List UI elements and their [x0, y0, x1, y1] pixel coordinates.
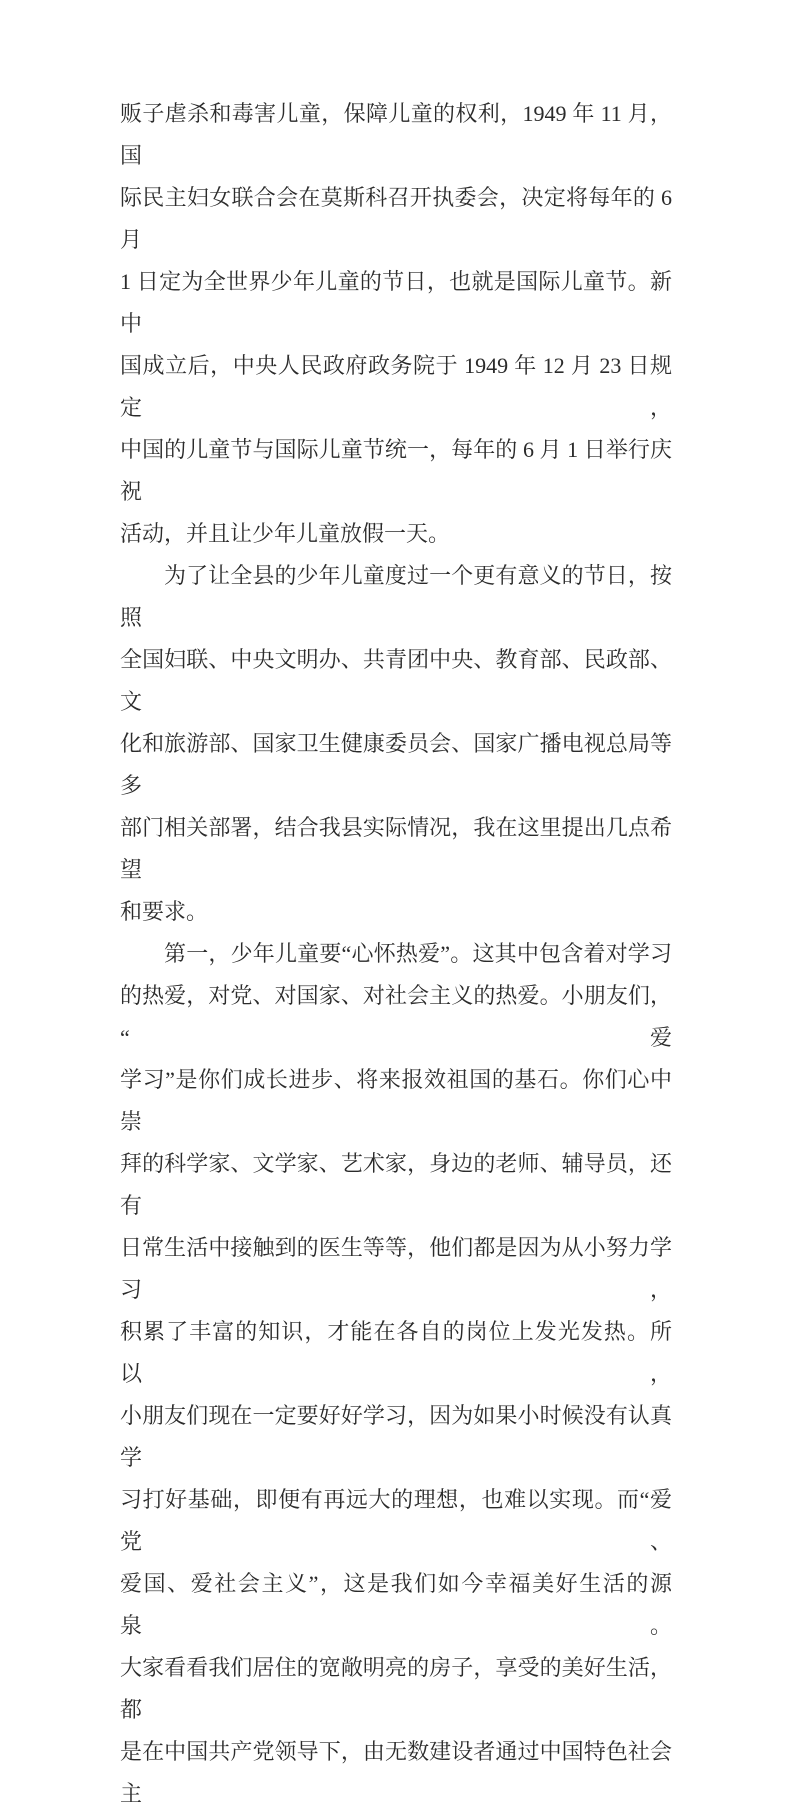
text-line: 学习”是你们成长进步、将来报效祖国的基石。你们心中崇 [120, 1067, 672, 1134]
text-line: 的热爱，对党、对国家、对社会主义的热爱。小朋友们，“爱 [120, 983, 672, 1050]
text-line: 拜的科学家、文学家、艺术家，身边的老师、辅导员，还有 [120, 1151, 672, 1218]
text-line: 际民主妇女联合会在莫斯科召开执委会，决定将每年的 6 月 [120, 185, 672, 252]
text-line: 化和旅游部、国家卫生健康委员会、国家广播电视总局等多 [120, 731, 672, 798]
text-line: 1 日定为全世界少年儿童的节日，也就是国际儿童节。新中 [120, 269, 672, 336]
text-line: 小朋友们现在一定要好好学习，因为如果小时候没有认真学 [120, 1403, 672, 1470]
paragraph [120, 933, 672, 1815]
text-line: 和要求。 [120, 899, 209, 924]
text-line: 为了让全县的少年儿童度过一个更有意义的节日，按照 [120, 563, 672, 630]
text-line: 中国的儿童节与国际儿童节统一，每年的 6 月 1 日举行庆祝 [120, 437, 672, 504]
text-line: 贩子虐杀和毒害儿童，保障儿童的权利，1949 年 11 月，国 [120, 101, 672, 168]
paragraph [120, 555, 672, 933]
paragraph [120, 93, 672, 555]
document-body [120, 93, 672, 1815]
text-line: 部门相关部署，结合我县实际情况，我在这里提出几点希望 [120, 815, 672, 882]
text-line: 是在中国共产党领导下，由无数建设者通过中国特色社会主 [120, 1739, 672, 1806]
text-line: 爱国、爱社会主义”，这是我们如今幸福美好生活的源泉。 [120, 1571, 672, 1638]
text-line: 国成立后，中央人民政府政务院于 1949 年 12 月 23 日规定， [120, 353, 672, 420]
text-line: 积累了丰富的知识，才能在各自的岗位上发光发热。所以， [120, 1319, 672, 1386]
text-line: 日常生活中接触到的医生等等，他们都是因为从小努力学习， [120, 1235, 672, 1302]
text-line: 第一，少年儿童要“心怀热爱”。这其中包含着对学习 [164, 941, 672, 966]
text-line: 活动，并且让少年儿童放假一天。 [120, 521, 451, 546]
text-line: 习打好基础，即便有再远大的理想，也难以实现。而“爱党、 [120, 1487, 672, 1554]
text-line: 大家看看我们居住的宽敞明亮的房子，享受的美好生活，都 [120, 1655, 672, 1722]
text-line: 全国妇联、中央文明办、共青团中央、教育部、民政部、文 [120, 647, 672, 714]
